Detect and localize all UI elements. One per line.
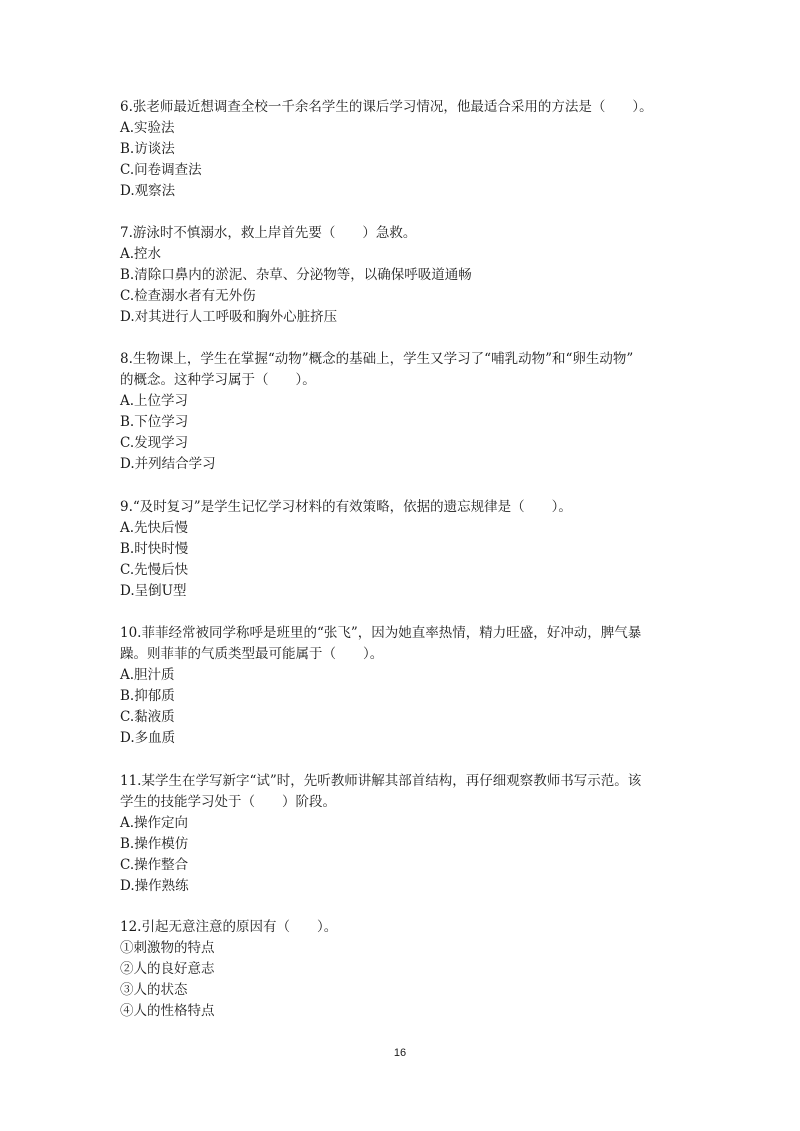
answer-option: D.并列结合学习 <box>120 456 216 472</box>
question-stem-line: 学生的技能学习处于（ ）阶段。 <box>120 794 336 810</box>
answer-option: ②人的良好意志 <box>120 961 215 977</box>
answer-option: A.上位学习 <box>120 393 189 409</box>
answer-option: A.胆汁质 <box>120 667 175 683</box>
question-stem-line: 9.“及时复习”是学生记忆学习材料的有效策略，依据的遗忘规律是（ ）。 <box>120 499 572 515</box>
question-stem-line: 的概念。这种学习属于（ ）。 <box>120 372 316 388</box>
question-10 <box>120 623 700 749</box>
answer-option: B.操作模仿 <box>120 836 189 852</box>
question-9 <box>120 497 700 602</box>
answer-option: D.观察法 <box>120 183 176 199</box>
answer-option: A.操作定向 <box>120 815 189 831</box>
answer-option: C.操作整合 <box>120 857 189 873</box>
question-7 <box>120 223 700 328</box>
answer-option: C.先慢后快 <box>120 562 189 578</box>
answer-option: ①刺激物的特点 <box>120 940 215 956</box>
answer-option: D.对其进行人工呼吸和胸外心脏挤压 <box>120 309 338 325</box>
answer-option: ③人的状态 <box>120 982 188 998</box>
answer-option: C.发现学习 <box>120 435 189 451</box>
answer-option: C.黏液质 <box>120 709 175 725</box>
answer-option: D.操作熟练 <box>120 878 189 894</box>
answer-option: D.多血质 <box>120 730 176 746</box>
answer-option: B.抑郁质 <box>120 688 175 704</box>
question-stem-line: 10.菲菲经常被同学称呼是班里的“张飞”，因为她直率热情，精力旺盛，好冲动，脾气暴 <box>120 625 642 641</box>
question-stem-line: 11.某学生在学写新字“试”时，先听教师讲解其部首结构，再仔细观察教师书写示范。该 <box>120 773 642 789</box>
answer-option: D.呈倒U型 <box>120 583 187 599</box>
question-stem-line: 躁。则菲菲的气质类型最可能属于（ ）。 <box>120 646 384 662</box>
answer-option: ④人的性格特点 <box>120 1003 215 1019</box>
page-number: 16 <box>393 1047 407 1059</box>
answer-option: B.清除口鼻内的淤泥、杂草、分泌物等，以确保呼吸道通畅 <box>120 267 472 283</box>
question-stem-line: 7.游泳时不慎溺水，救上岸首先要（ ）急救。 <box>120 225 417 241</box>
answer-option: B.下位学习 <box>120 414 189 430</box>
question-stem-line: 6.张老师最近想调查全校一千余名学生的课后学习情况，他最适合采用的方法是（ ）。 <box>120 99 653 115</box>
question-12 <box>120 917 700 1022</box>
answer-option: B.时快时慢 <box>120 541 189 557</box>
question-8 <box>120 349 700 475</box>
question-stem-line: 12.引起无意注意的原因有（ ）。 <box>120 919 338 935</box>
answer-option: A.先快后慢 <box>120 520 189 536</box>
question-11 <box>120 771 700 897</box>
answer-option: C.检查溺水者有无外伤 <box>120 288 256 304</box>
answer-option: C.问卷调查法 <box>120 162 202 178</box>
answer-option: A.实验法 <box>120 120 175 136</box>
answer-option: B.访谈法 <box>120 141 175 157</box>
answer-option: A.控水 <box>120 246 162 262</box>
question-6 <box>120 97 700 202</box>
question-stem-line: 8.生物课上，学生在掌握“动物”概念的基础上，学生又学习了“哺乳动物”和“卵生动物” <box>120 351 634 367</box>
